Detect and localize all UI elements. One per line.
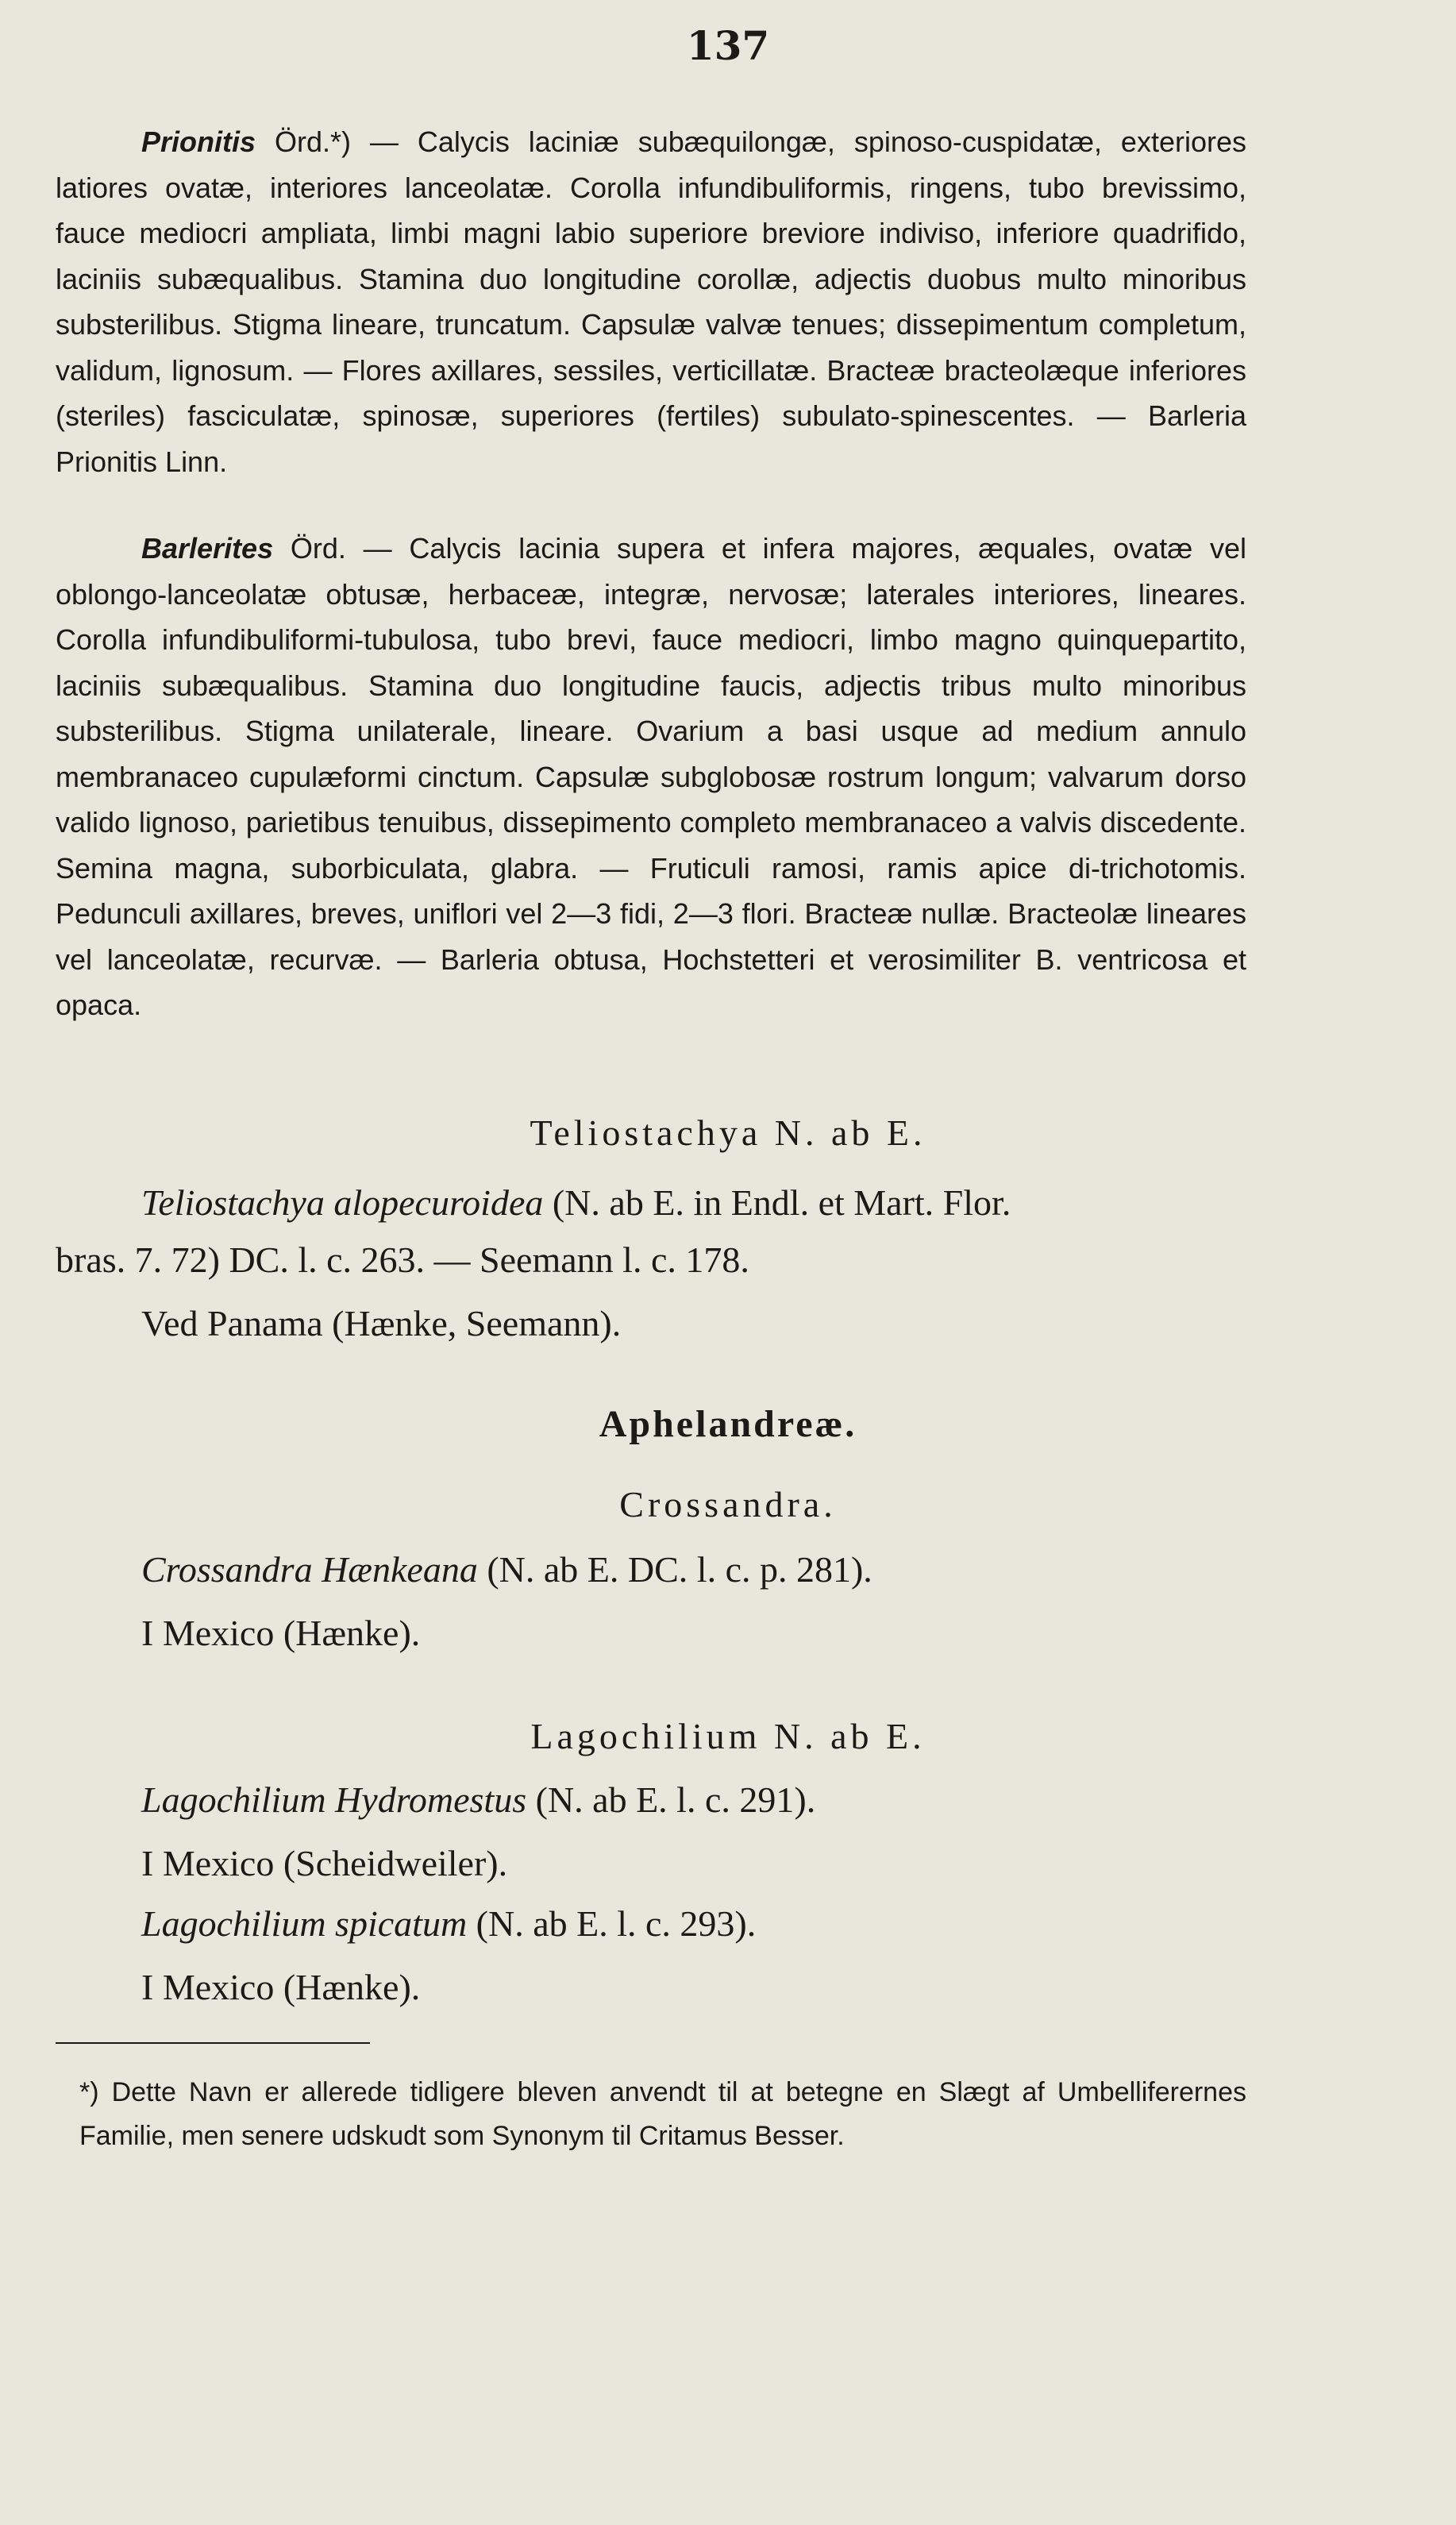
species-name: Lagochilium spicatum bbox=[141, 1903, 468, 1944]
species-citation: (N. ab E. in Endl. et Mart. Flor. bbox=[543, 1182, 1011, 1223]
species-citation-cont: bras. 7. 72) DC. l. c. 263. — Seemann l. c. 178. bbox=[56, 1239, 749, 1280]
genus-label-barlerites: Barlerites bbox=[141, 532, 274, 565]
genus-heading-teliostachya: Teliostachya N. ab E. bbox=[530, 1112, 926, 1153]
paragraph-prionitis bbox=[56, 119, 1246, 484]
genus-heading-crossandra: Crossandra. bbox=[619, 1484, 837, 1525]
species-name: Crossandra Hænkeana bbox=[141, 1549, 478, 1590]
page-number: 137 bbox=[686, 22, 770, 69]
species-entry-teliostachya bbox=[141, 1182, 1011, 1224]
species-name: Lagochilium Hydromestus bbox=[141, 1779, 527, 1820]
paragraph-text-prionitis: Örd.*) — Calycis laciniæ subæquilongæ, spinoso-cuspidatæ, exteriores latiores ovatæ, interiores lanceolatæ. Corolla infundibuliformis, ringens, tubo brevissimo, fauce mediocri ampliata, limbi magni labio superiore breviore indiviso, inferiore quadrifido, laciniis subæqualibus. Stamina duo longitudine corollæ, adjectis duobus multo minoribus substerilibus. Stigma lineare, truncatum. Capsulæ valvæ tenues; dissepimentum completum, validum, lignosum. — Flores axillares, sessiles, verticillatæ. Bracteæ bracteolæque inferiores (steriles) fasciculatæ, spinosæ, superiores (fertiles) subulato-spinescentes. — Barleria Prionitis Linn. bbox=[56, 125, 1246, 478]
tribe-heading: Aphelandreæ. bbox=[599, 1403, 857, 1445]
species-entry-lagochilium-spicatum bbox=[141, 1902, 756, 1945]
species-name: Teliostachya alopecuroidea bbox=[141, 1182, 544, 1223]
species-entry-lagochilium-hydromestus bbox=[141, 1779, 815, 1821]
paragraph-barlerites bbox=[56, 526, 1246, 1028]
species-citation: (N. ab E. l. c. 293). bbox=[467, 1903, 757, 1944]
locality: I Mexico (Hænke). bbox=[141, 1967, 421, 2007]
species-citation: (N. ab E. l. c. 291). bbox=[526, 1779, 816, 1820]
genus-label-prionitis: Prionitis bbox=[141, 125, 256, 158]
footnote: *) Dette Navn er allerede tidligere bleven anvendt til at betegne en Slægt af Umbelliferernes Familie, men senere udskudt som Synonym til Critamus Besser. bbox=[79, 2077, 1246, 2151]
species-citation: (N. ab E. DC. l. c. p. 281). bbox=[477, 1549, 872, 1590]
locality: I Mexico (Scheidweiler). bbox=[141, 1843, 508, 1883]
genus-heading-lagochilium: Lagochilium N. ab E. bbox=[530, 1716, 926, 1756]
species-entry-crossandra bbox=[141, 1548, 872, 1590]
locality: Ved Panama (Hænke, Seemann). bbox=[141, 1303, 622, 1343]
paragraph-text-barlerites: Örd. — Calycis lacinia supera et infera majores, æquales, ovatæ vel oblongo-lanceolatæ obtusæ, herbaceæ, integræ, nervosæ; laterales interiores, lineares. Corolla infundibuliformi-tubulosa, tubo brevi, fauce mediocri, limbo magno quinquepartito, laciniis subæqualibus. Stamina duo longitudine faucis, adjectis tribus multo minoribus substerilibus. Stigma unilaterale, lineare. Ovarium a basi usque ad medium annulo membranaceo cupulæformi cinctum. Capsulæ subglobosæ rostrum longum; valvarum dorso valido lignoso, parietibus tenuibus, dissepimento completo membranaceo a valvis discedente. Semina magna, suborbiculata, glabra. — Fruticuli ramosi, ramis apice di-trichotomis. Pedunculi axillares, breves, uniflori vel 2—3 fidi, 2—3 flori. Bracteæ nullæ. Bracteolæ lineares vel lanceolatæ, recurvæ. — Barleria obtusa, Hochstetteri et verosimiliter B. ventricosa et opaca. bbox=[56, 532, 1246, 1021]
locality: I Mexico (Hænke). bbox=[141, 1613, 421, 1653]
footnote-rule bbox=[56, 2042, 370, 2044]
